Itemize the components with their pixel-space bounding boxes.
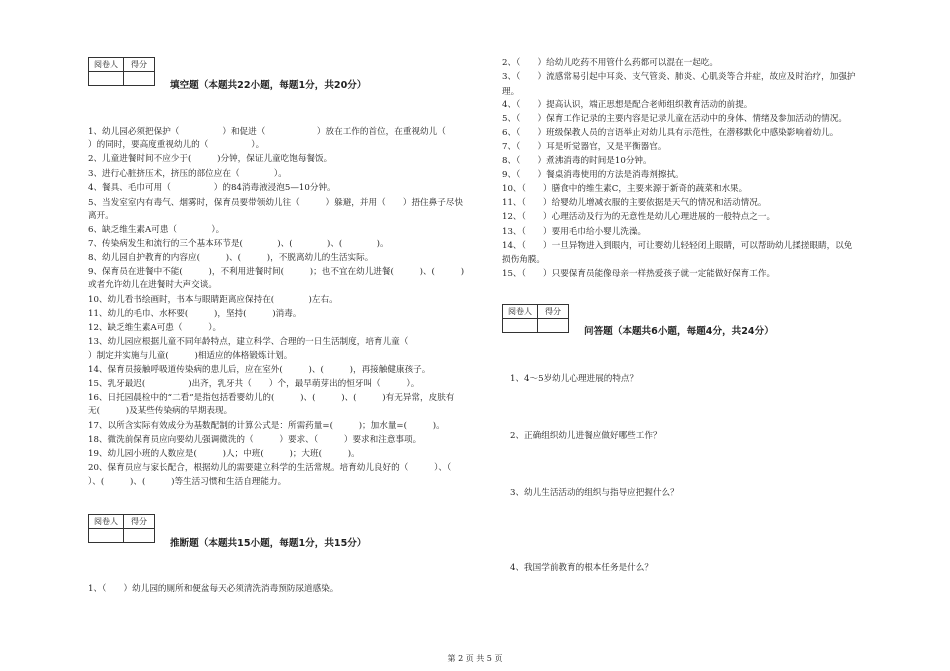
question-line: 14、保育员接触呼吸道传染病的患儿后，应在室外( )、( )，再接触健康孩子。: [88, 365, 431, 375]
score-cell-score[interactable]: [538, 319, 569, 333]
question-line: 13、（ ）要用毛巾给小婴儿洗澡。: [502, 227, 647, 237]
question-line: 6、缺乏维生素A可患（ ）。: [88, 225, 225, 235]
question-line: 6、（ ）班级保教人员的言语举止对幼儿具有示范性，在潜移默化中感染影响着幼儿。: [502, 128, 839, 138]
question-line: 或者允许幼儿在进餐时大声交谈。: [88, 280, 217, 290]
question-line: 18、微洗前保育员应向要幼儿强调微洗的（ ）要求、（ ）要求和注意事项。: [88, 435, 422, 445]
question-line: 14、（ ）一旦异物进入到眼内，可让婴幼儿轻轻闭上眼睛，可以帮助幼儿揉搓眼睛，以免: [502, 241, 853, 251]
fill-section-title: 填空题（本题共22小题，每题1分，共20分）: [170, 80, 367, 91]
score-header-score: 得分: [538, 305, 569, 319]
question-line: 10、（ ）膳食中的维生素C，主要来源于新奇的蔬菜和水果。: [502, 184, 748, 194]
qa-section-title: 问答题（本题共6小题，每题4分，共24分）: [584, 326, 774, 337]
question-line: 15、（ ）只要保育员能像母亲一样热爱孩子就一定能做好保育工作。: [502, 269, 776, 279]
question-line: 理。: [502, 87, 520, 97]
score-table-fill: [88, 57, 155, 86]
score-header-score: 得分: [124, 515, 155, 529]
question-line: 9、（ ）餐桌消毒使用的方法是消毒剂擦拭。: [502, 170, 684, 180]
question-line: 12、缺乏维生素A可患（ ）。: [88, 323, 222, 333]
question-line: 7、（ ）耳是听觉器官，又是平衡器官。: [502, 142, 667, 152]
question-line: 17、以所含实际有效成分为基数配制的计算公式是：所需药量=( )；加水量=( )。: [88, 421, 445, 431]
score-table-judge: [88, 514, 155, 543]
question-line: 19、幼儿园小班的人数应是( )人；中班( )；大班( )。: [88, 449, 360, 459]
question-line: 16、日托园晨检中的“二看”是指包括看婴幼儿的( )、( )、( )有无异常，皮肤有: [88, 393, 455, 403]
question-line: 5、当发室室内有毒气、烟雾时，保育员要带领幼儿往（ ）躲避，并用（ ）捂住鼻子尽快: [88, 198, 464, 208]
question-line: 4、（ ）提高认识，端正思想是配合老师组织教育活动的前提。: [502, 100, 753, 110]
score-header-grader: 阅卷人: [89, 58, 124, 72]
score-cell-grader[interactable]: [89, 72, 124, 86]
score-header-grader: 阅卷人: [89, 515, 124, 529]
question-line: 2、正确组织幼儿进餐应做好哪些工作？: [510, 431, 662, 441]
question-line: 9、保育员在进餐中不能( )，不利用进餐时间( )；也不宜在幼儿进餐( )、( ): [88, 267, 465, 277]
score-header-score: 得分: [124, 58, 155, 72]
question-line: 1、（ ）幼儿园的厕所和便盆每天必须清洗消毒预防尿道感染。: [88, 584, 339, 594]
question-line: 3、幼儿生活活动的组织与指导应把握什么？: [510, 488, 679, 498]
judge-section-title: 推断题（本题共15小题，每题1分，共15分）: [170, 538, 367, 549]
score-cell-score[interactable]: [124, 72, 155, 86]
score-header-grader: 阅卷人: [503, 305, 538, 319]
question-line: 20、保育员应与家长配合，根据幼儿的需要建立科学的生活常规。培育幼儿良好的（ ）、（: [88, 463, 452, 473]
question-line: ）制定并实施与儿童( )相适应的体格锻炼计划。: [88, 351, 293, 361]
question-line: 12、（ ）心理活动及行为的无意性是幼儿心理进展的一般特点之一。: [502, 212, 776, 222]
question-line: 无( )及某些传染病的早期表现。: [88, 406, 233, 416]
question-line: 离开。: [88, 211, 114, 221]
score-cell-score[interactable]: [124, 529, 155, 543]
score-cell-grader[interactable]: [503, 319, 538, 333]
question-line: ）、( )、( )等生活习惯和生活自理能力。: [88, 477, 287, 487]
question-line: 15、乳牙最迟( )出齐，乳牙共（ ）个，最早萌芽出的恒牙叫（ ）。: [88, 379, 420, 389]
question-line: 1、幼儿园必须把保护（ ）和促进（ ）放在工作的首位，在重视幼儿（: [88, 127, 446, 137]
question-line: 3、（ ）流感常易引起中耳炎、支气管炎、肺炎、心肌炎等合并症，故应及时治疗，加强护: [502, 72, 856, 82]
question-line: 2、儿童进餐时间不应少于( )分钟，保证儿童吃饱每餐饭。: [88, 154, 333, 164]
question-line: 11、（ ）给婴幼儿增减衣服的主要依据是天气的情况和活动情况。: [502, 198, 767, 208]
question-line: 2、（ ）给幼儿吃药不用管什么药都可以混在一起吃。: [502, 58, 719, 68]
question-line: 8、幼儿园自护教育的内容应( )、( )，不脱离幼儿的生活实际。: [88, 253, 374, 263]
question-line: 5、（ ）保育工作记录的主要内容是记录儿童在活动中的身体、情绪及参加活动的情况。: [502, 114, 847, 124]
question-line: 4、我国学前教育的根本任务是什么？: [510, 563, 653, 573]
question-line: 7、传染病发生和流行的三个基本环节是( )、( )、( )。: [88, 239, 389, 249]
score-cell-grader[interactable]: [89, 529, 124, 543]
question-line: ）的同时，要高度重视幼儿的（ ）。: [88, 140, 265, 150]
question-line: 8、（ ）煮沸消毒的时间是10分钟。: [502, 156, 652, 166]
score-table-qa: [502, 304, 569, 333]
question-line: 10、幼儿看书绘画时，书本与眼睛距离应保持在( )左右。: [88, 295, 338, 305]
question-line: 1、4～5岁幼儿心理进展的特点？: [510, 374, 639, 384]
page-footer: 第 2 页 共 5 页: [447, 654, 503, 663]
question-line: 3、进行心脏挤压术，挤压的部位应在（ ）。: [88, 169, 287, 179]
question-line: 13、幼儿园应根据儿童不同年龄特点，建立科学、合理的一日生活制度，培育儿童（: [88, 337, 409, 347]
question-line: 11、幼儿的毛巾、水杯要( )，坚持( )消毒。: [88, 309, 302, 319]
question-line: 损伤角膜。: [502, 255, 545, 265]
question-line: 4、餐具、毛巾可用（ ）的84消毒液浸泡5—10分钟。: [88, 183, 336, 193]
